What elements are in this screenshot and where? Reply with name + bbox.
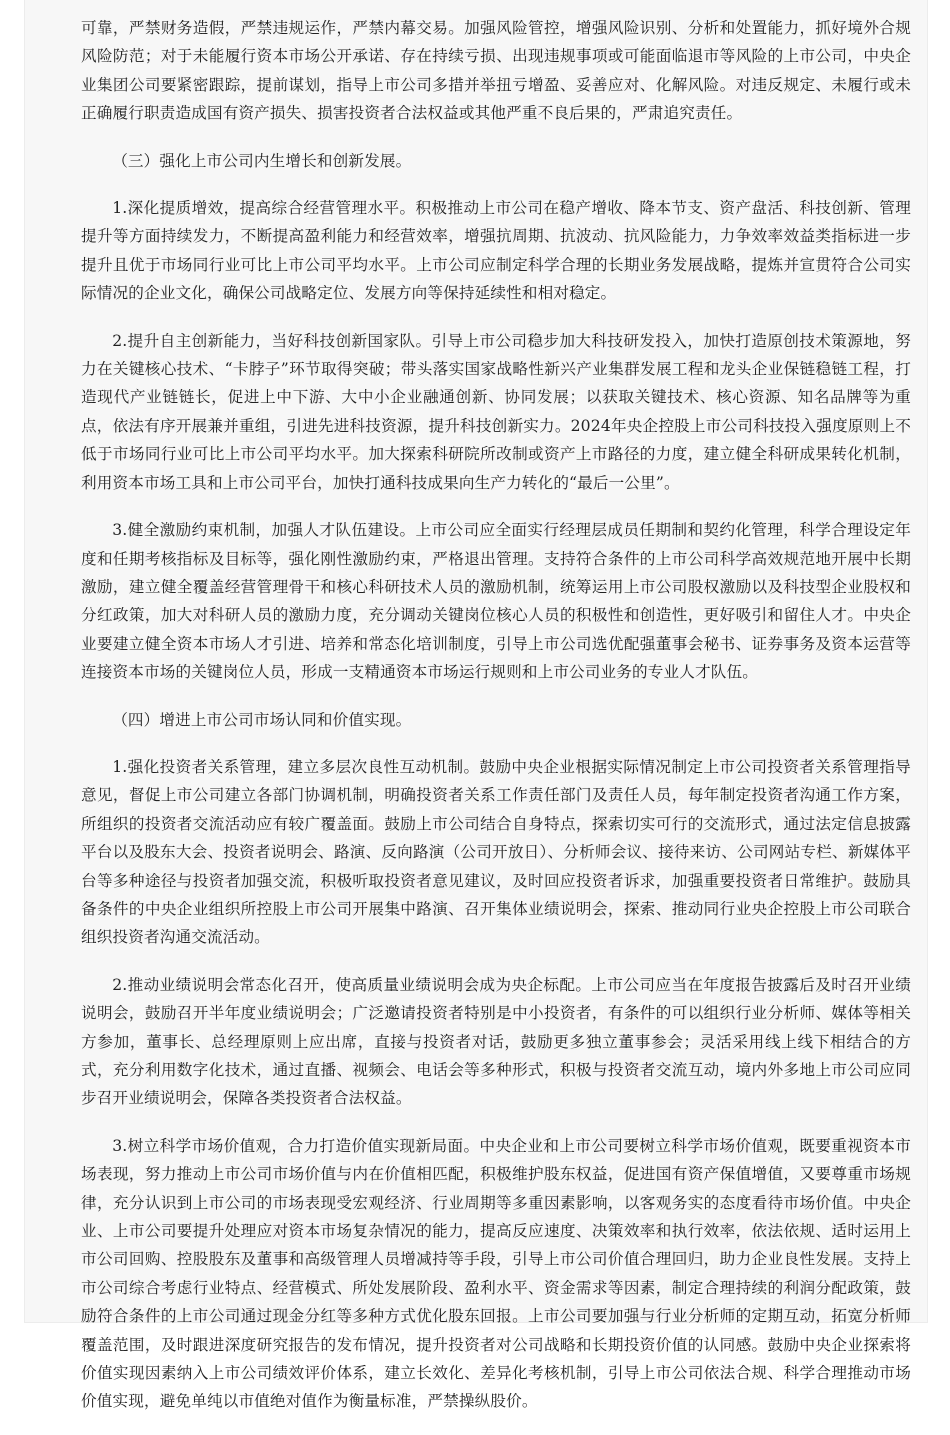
paragraph-continued: 可靠，严禁财务造假，严禁违规运作，严禁内幕交易。加强风险管控，增强风险识别、分析和处置能力，抓好境外合规风险防范；对于未能履行资本市场公开承诺、存在持续亏损、出现违规事项或可能面临退市等风险的上市公司，中央企业集团公司要紧密跟踪，提前谋划，指导上市公司多措并举扭亏增盈、妥善应对、化解风险。对违反规定、未履行或未正确履行职责造成国有资产损失、损害投资者合法权益或其他严重不良后果的，严肃追究责任。 <box>81 19 911 123</box>
paragraph-4-2: 2.推动业绩说明会常态化召开，使高质量业绩说明会成为央企标配。上市公司应当在年度报告披露后及时召开业绩说明会，鼓励召开半年度业绩说明会；广泛邀请投资者特别是中小投资者，有条件的可以组织行业分析师、媒体等相关方参加，董事长、总经理原则上应出席，直接与投资者对话，鼓励更多独立董事参会；灵活采用线上线下相结合的方式，充分利用数字化技术，通过直播、视频会、电话会等多种形式，积极与投资者交流互动，境内外多地上市公司应同步召开业绩说明会，保障各类投资者合法权益。 <box>81 975 911 1108</box>
section-heading-3: （三）强化上市公司内生增长和创新发展。 <box>112 151 412 170</box>
paragraph-3-1: 1.深化提质增效，提高综合经营管理水平。积极推动上市公司在稳产增收、降本节支、资产盘活、科技创新、管理提升等方面持续发力，不断提高盈利能力和经营效率，增强抗周期、抗波动、抗风险能力，力争效率效益类指标进一步提升且优于市场同行业可比上市公司平均水平。上市公司应制定科学合理的长期业务发展战略，提炼并宣贯符合公司实际情况的企业文化，确保公司战略定位、发展方向等保持延续性和相对稳定。 <box>81 199 911 303</box>
paragraph-3-2: 2.提升自主创新能力，当好科技创新国家队。引导上市公司稳步加大科技研发投入，加快打造原创技术策源地，努力在关键核心技术、“卡脖子”环节取得突破；带头落实国家战略性新兴产业集群发展工程和龙头企业保链稳链工程，打造现代产业链链长，促进上中下游、大中小企业融通创新、协同发展；以获取关键技术、核心资源、知名品牌等为重点，依法有序开展兼并重组，引进先进科技资源，提升科技创新实力。2024年央企控股上市公司科技投入强度原则上不低于市场同行业可比上市公司平均水平。加大探索科研院所改制或资产上市路径的力度，建立健全科研成果转化机制，利用资本市场工具和上市公司平台，加快打通科技成果向生产力转化的“最后一公里”。 <box>81 331 911 492</box>
section-heading-4: （四）增进上市公司市场认同和价值实现。 <box>112 710 412 729</box>
paragraph-4-3: 3.树立科学市场价值观，合力打造价值实现新局面。中央企业和上市公司要树立科学市场价值观，既要重视资本市场表现，努力推动上市公司市场价值与内在价值相匹配，积极维护股东权益，促进国有资产保值增值，又要尊重市场规律，充分认识到上市公司的市场表现受宏观经济、行业周期等多重因素影响，以客观务实的态度看待市场价值。中央企业、上市公司要提升处理应对资本市场复杂情况的能力，提高反应速度、决策效率和执行效率，依法依规、适时运用上市公司回购、控股股东及董事和高级管理人员增减持等手段，引导上市公司价值合理回归，助力企业良性发展。支持上市公司综合考虑行业特点、经营模式、所处发展阶段、盈利水平、资金需求等因素，制定合理持续的利润分配政策，鼓励符合条件的上市公司通过现金分红等多种方式优化股东回报。上市公司要加强与行业分析师的定期互动，拓宽分析师覆盖范围，及时跟进深度研究报告的发布情况，提升投资者对公司战略和长期投资价值的认同感。鼓励中央企业探索将价值实现因素纳入上市公司绩效评价体系，建立长效化、差异化考核机制，引导上市公司依法合规、科学合理推动市场价值实现，避免单纯以市值绝对值作为衡量标准，严禁操纵股价。 <box>81 1136 911 1411</box>
paragraph-4-1: 1.强化投资者关系管理，建立多层次良性互动机制。鼓励中央企业根据实际情况制定上市公司投资者关系管理指导意见，督促上市公司建立各部门协调机制，明确投资者关系工作责任部门及责任人员，每年制定投资者沟通工作方案，所组织的投资者交流活动应有较广覆盖面。鼓励上市公司结合自身特点，探索切实可行的交流形式，通过法定信息披露平台以及股东大会、投资者说明会、路演、反向路演（公司开放日）、分析师会议、接待来访、公司网站专栏、新媒体平台等多种途径与投资者加强交流，积极听取投资者意见建议，及时回应投资者诉求，加强重要投资者日常维护。鼓励具备条件的中央企业组织所控股上市公司开展集中路演、召开集体业绩说明会，探索、推动同行业央企控股上市公司联合组织投资者沟通交流活动。 <box>81 757 911 947</box>
document-body <box>81 14 911 1435</box>
document-page <box>24 0 928 1411</box>
paragraph-3-3: 3.健全激励约束机制，加强人才队伍建设。上市公司应全面实行经理层成员任期制和契约化管理，科学合理设定年度和任期考核指标及目标等，强化刚性激励约束，严格退出管理。支持符合条件的上市公司科学高效规范地开展中长期激励，建立健全覆盖经营管理骨干和核心科研技术人员的激励机制，统筹运用上市公司股权激励以及科技型企业股权和分红政策，加大对科研人员的激励力度，充分调动关键岗位核心人员的积极性和创造性，更好吸引和留住人才。中央企业要建立健全资本市场人才引进、培养和常态化培训制度，引导上市公司选优配强董事会秘书、证券事务及资本运营等连接资本市场的关键岗位人员，形成一支精通资本市场运行规则和上市公司业务的专业人才队伍。 <box>81 521 911 682</box>
